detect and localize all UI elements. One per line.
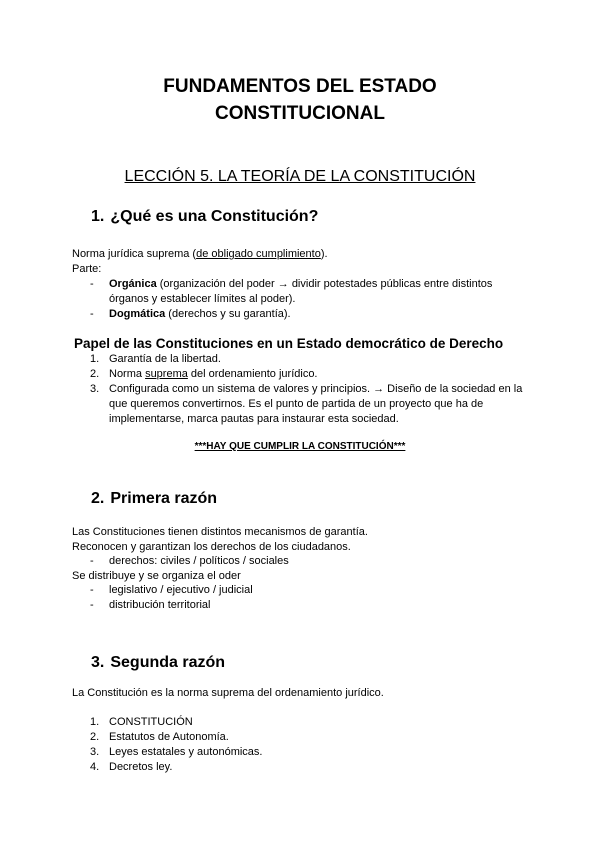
list-item: [90, 367, 540, 382]
list-marker: 3.: [90, 746, 100, 758]
list-item: [90, 307, 530, 322]
list-marker: -: [90, 308, 94, 320]
text-segment: del ordenamiento jurídico.: [187, 368, 318, 380]
section-1-number: 1.: [91, 208, 105, 225]
paragraph: Las Constituciones tienen distintos mecanismos de garantía.: [72, 526, 368, 538]
list-item-text: legislativo / ejecutivo / judicial: [109, 584, 253, 596]
list-item-text: [109, 367, 318, 382]
list-item-line: (organización del poder → dividir potestades públicas entre distintos: [156, 278, 493, 290]
section-1-heading: [91, 207, 318, 227]
section-3-heading: [91, 653, 225, 673]
list-item-text: Decretos ley.: [109, 761, 173, 773]
bold-term: Dogmática: [109, 308, 166, 320]
list-item-text: Estatutos de Autonomía.: [109, 731, 229, 743]
section-3-number: 3.: [91, 654, 105, 671]
list-marker: 4.: [90, 761, 100, 773]
text-segment: Norma: [109, 368, 146, 380]
papel-heading: Papel de las Constituciones en un Estado democrático de Derecho: [74, 336, 504, 351]
list-item-line: implementarse, marca pautas para instaurar esta sociedad.: [109, 413, 399, 425]
bold-term: Orgánica: [109, 278, 157, 290]
list-item-line: órganos y establecer límites al poder).: [109, 293, 296, 305]
list-marker: -: [90, 584, 94, 596]
list-item-line: Configurada como un sistema de valores y principios. → Diseño de la sociedad en la: [109, 383, 523, 395]
list-item-text: [109, 307, 291, 322]
lesson-heading: LECCIÓN 5. LA TEORÍA DE LA CONSTITUCIÓN: [124, 168, 476, 185]
parte-label: Parte:: [72, 263, 102, 275]
definition-underlined: de obligado cumplimiento: [196, 248, 321, 260]
list-marker: 1.: [90, 716, 100, 728]
paragraph: Reconocen y garantizan los derechos de los ciudadanos.: [72, 541, 351, 553]
title-line-2: CONSTITUCIONAL: [215, 103, 385, 124]
document-title: [0, 73, 600, 127]
section-2-heading: [91, 489, 217, 509]
list-item: [90, 583, 490, 598]
list-item: [90, 745, 490, 760]
definition-post: ).: [320, 248, 328, 260]
title-line-1: FUNDAMENTOS DEL ESTADO: [163, 76, 437, 97]
list-marker: 1.: [90, 353, 100, 365]
list-marker: 3.: [90, 383, 100, 395]
underlined-word: suprema: [145, 368, 188, 380]
list-item: [90, 598, 490, 613]
list-marker: 2.: [90, 368, 100, 380]
list-item-text: Garantía de la libertad.: [109, 353, 221, 365]
section-2-number: 2.: [91, 490, 105, 507]
list-item: [90, 382, 540, 427]
definition-pre: Norma jurídica suprema (: [72, 248, 197, 260]
list-item: [90, 554, 490, 569]
list-item: [90, 730, 490, 745]
list-item-text: distribución territorial: [109, 599, 211, 611]
list-item-text: CONSTITUCIÓN: [109, 716, 193, 728]
list-item: [90, 760, 490, 775]
paragraph: La Constitución es la norma suprema del ordenamiento jurídico.: [72, 687, 384, 699]
list-item-text: derechos: civiles / políticos / sociales: [109, 555, 289, 567]
section-3-title: Segunda razón: [110, 654, 226, 671]
section-1-title: ¿Qué es una Constitución?: [110, 208, 319, 225]
list-item-line: que queremos convertirnos. Es el punto de partida de un proyecto que ha de: [109, 398, 484, 410]
list-item-text: [109, 277, 492, 292]
list-marker: 2.: [90, 731, 100, 743]
list-item: [90, 352, 540, 367]
list-item: [90, 715, 490, 730]
paragraph: Se distribuye y se organiza el oder: [72, 570, 241, 582]
list-marker: -: [90, 555, 94, 567]
list-item-line: (derechos y su garantía).: [165, 308, 291, 320]
section-2-title: Primera razón: [110, 490, 218, 507]
definition-paragraph: [72, 247, 328, 261]
list-item-text: Leyes estatales y autonómicas.: [109, 746, 263, 758]
emphasis-note: ***HAY QUE CUMPLIR LA CONSTITUCIÓN***: [194, 441, 406, 452]
list-marker: -: [90, 278, 94, 290]
list-marker: -: [90, 599, 94, 611]
list-item: [90, 277, 530, 307]
